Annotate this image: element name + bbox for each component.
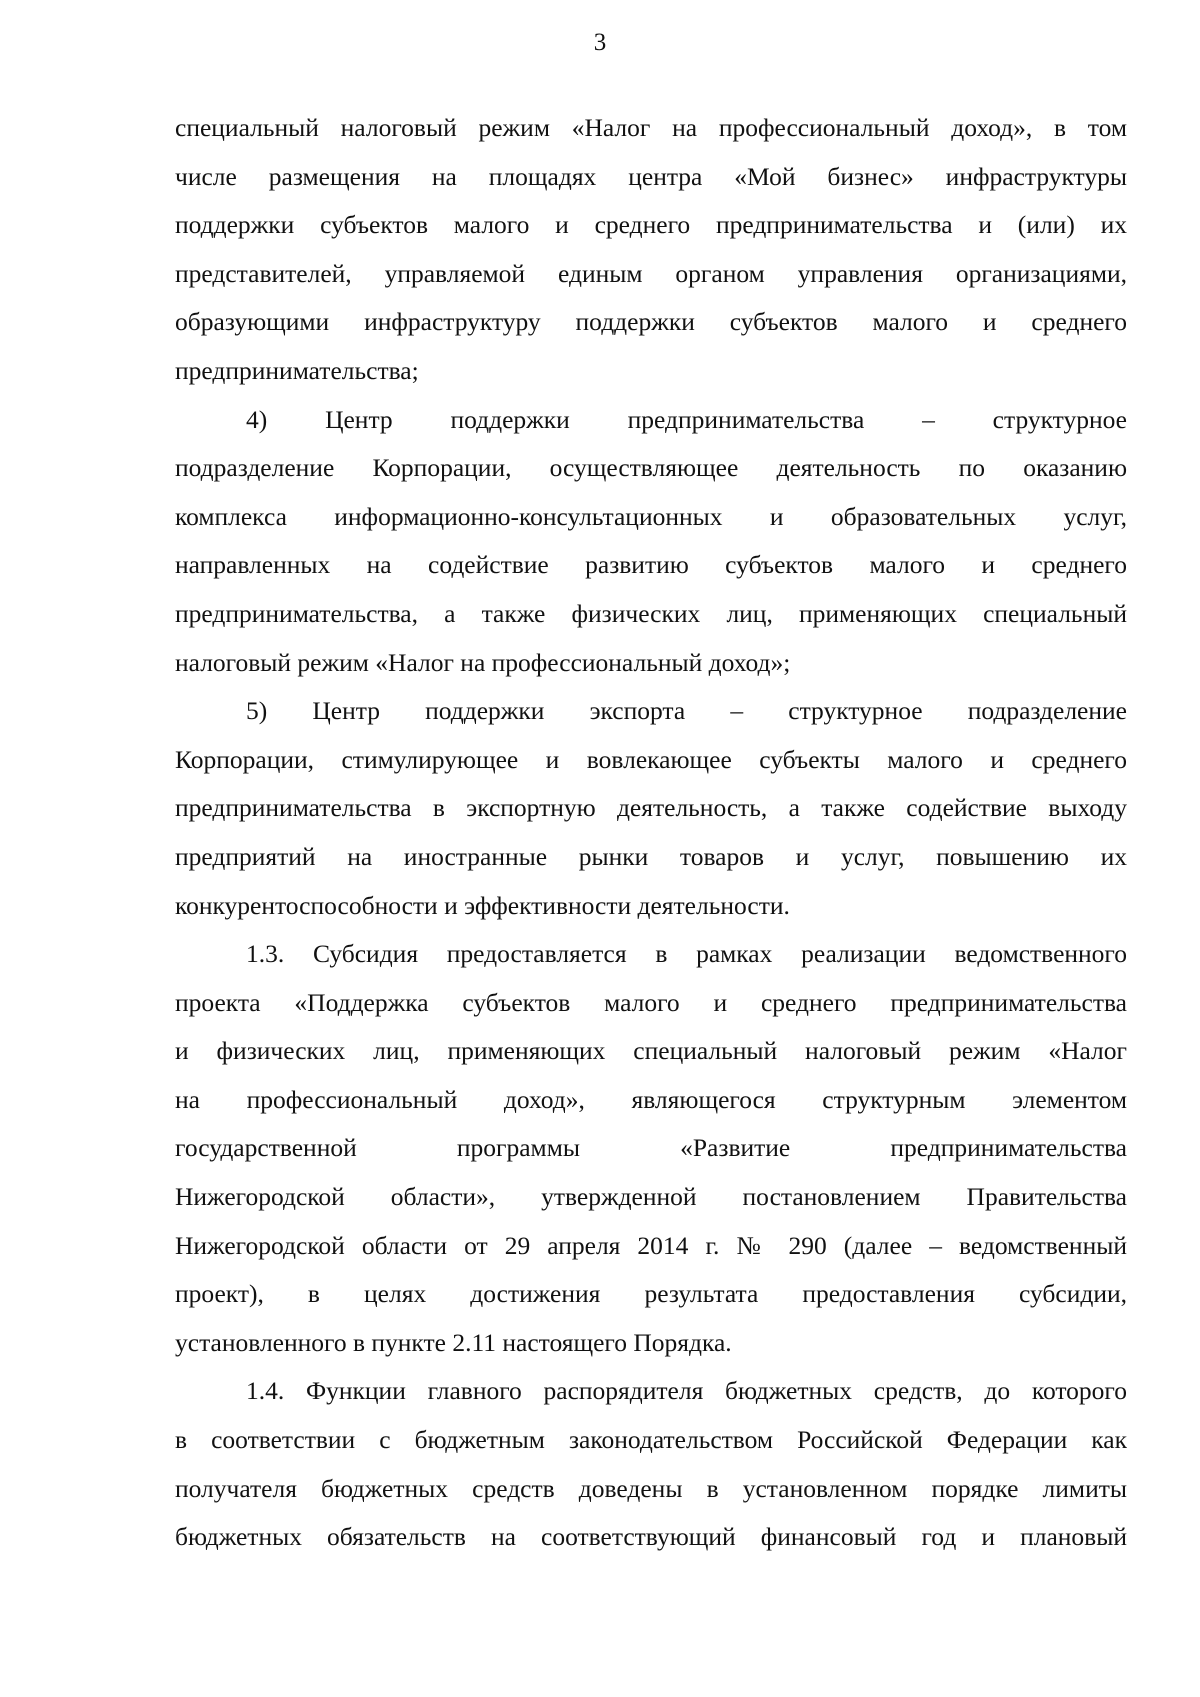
text-line: предприятий на иностранные рынки товаров и услуг, повышению их — [175, 841, 1127, 871]
text-line: образующими инфраструктуру поддержки субъектов малого и среднего — [175, 307, 1127, 337]
paragraph-4-line: 4) Центр поддержки предпринимательства – структурное — [246, 404, 1127, 434]
text-line: проекта «Поддержка субъектов малого и среднего предпринимательства — [175, 987, 1127, 1017]
paragraph-1-4-line: 1.4. Функции главного распорядителя бюджетных средств, до которого — [246, 1376, 1127, 1406]
text-line: представителей, управляемой единым органом управления организациями, — [175, 258, 1127, 288]
page-number: 3 — [593, 29, 607, 56]
document-body — [175, 104, 1127, 1562]
paragraph-5-line: 5) Центр поддержки экспорта – структурное подразделение — [246, 696, 1127, 726]
text-line: проект), в целях достижения результата предоставления субсидии, — [175, 1279, 1127, 1309]
text-line: бюджетных обязательств на соответствующий финансовый год и плановый — [175, 1522, 1127, 1552]
text-line: числе размещения на площадях центра «Мой бизнес» инфраструктуры — [175, 161, 1127, 191]
text-line: на профессиональный доход», являющегося структурным элементом — [175, 1084, 1127, 1114]
text-line: предпринимательства; — [175, 355, 419, 385]
text-line: получателя бюджетных средств доведены в установленном порядке лимиты — [175, 1473, 1127, 1503]
text-line: конкурентоспособности и эффективности деятельности. — [175, 890, 790, 920]
paragraph-1-3-line: 1.3. Субсидия предоставляется в рамках реализации ведомственного — [246, 939, 1127, 969]
text-line: установленного в пункте 2.11 настоящего Порядка. — [175, 1327, 732, 1357]
text-line: государственной программы «Развитие предпринимательства — [175, 1133, 1127, 1163]
text-line: налоговый режим «Налог на профессиональный доход»; — [175, 647, 791, 677]
text-line: предпринимательства в экспортную деятельность, а также содействие выходу — [175, 793, 1127, 823]
text-line: Корпорации, стимулирующее и вовлекающее субъекты малого и среднего — [175, 744, 1127, 774]
text-line: комплекса информационно-консультационных и образовательных услуг, — [175, 501, 1127, 531]
text-line: Нижегородской области», утвержденной постановлением Правительства — [175, 1182, 1127, 1212]
text-line: направленных на содействие развитию субъектов малого и среднего — [175, 550, 1127, 580]
text-line: специальный налоговый режим «Налог на профессиональный доход», в том — [175, 113, 1127, 142]
text-line: Нижегородской области от 29 апреля 2014 г. № 290 (далее – ведомственный — [175, 1230, 1127, 1260]
text-line: в соответствии с бюджетным законодательством Российской Федерации как — [175, 1425, 1127, 1455]
text-line: предпринимательства, а также физических лиц, применяющих специальный — [175, 598, 1127, 628]
text-line: и физических лиц, применяющих специальный налоговый режим «Налог — [175, 1036, 1127, 1066]
text-line: подразделение Корпорации, осуществляющее деятельность по оказанию — [175, 453, 1127, 483]
text-line: поддержки субъектов малого и среднего предпринимательства и (или) их — [175, 210, 1127, 240]
